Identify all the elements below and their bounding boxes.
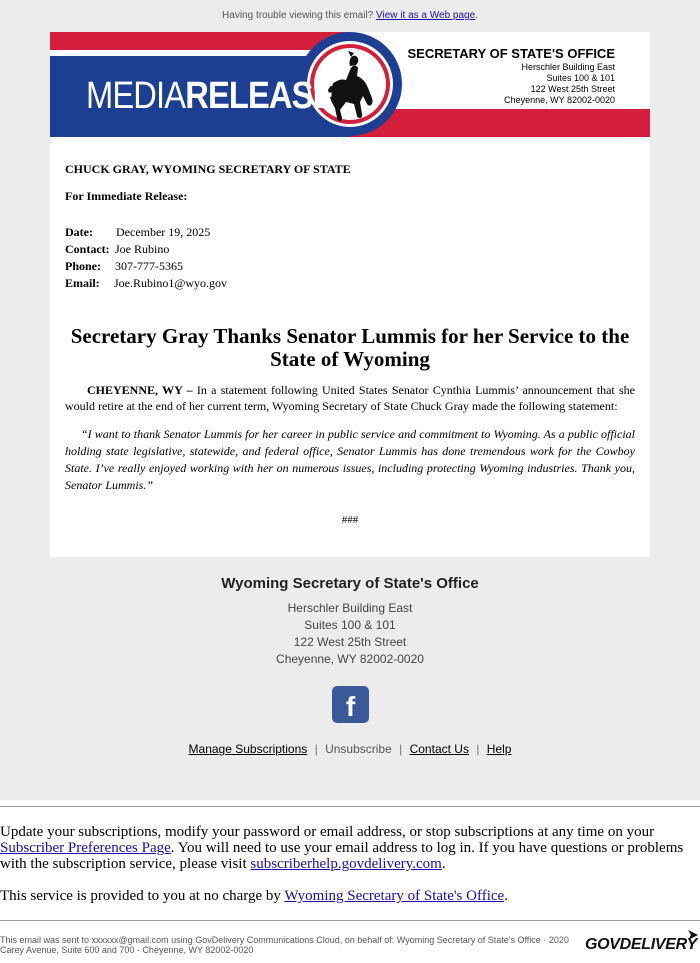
subscription-notice: Update your subscriptions, modify your password or email address, or stop subscriptions at any time on your Subscriber Preferences Page. You will need to use your email address to log in. If you have questions or problems with the subscription service, please visit subscriberhelp.govdelivery.com. [0,824,684,872]
subscriber-preferences-link[interactable]: Subscriber Preferences Page [0,840,171,856]
divider [0,806,700,807]
view-web-page-link[interactable]: View it as a Web page [376,10,476,21]
office-address-line: Cheyenne, WY 82002-0020 [504,95,615,105]
footer-address-line: Herschler Building East [287,601,413,615]
govdelivery-mark-icon [686,928,700,942]
small-footer-text: This email was sent to xxxxxx@gmail.com using GovDelivery Communications Cloud, on behalf of: Wyoming Secretary of State's Office · 2020 Carey Avenue, Suite 600 and 700 · Cheyenne, WY 82002-0020 [0,935,569,955]
email-value: Joe.Rubino1@wyo.gov [114,276,228,290]
preheader: Having trouble viewing this email? View it as a Web page. [222,10,478,21]
unsubscribe-link[interactable]: Unsubscribe [325,742,392,756]
facebook-icon[interactable]: f [332,686,369,723]
sender-org-link[interactable]: Wyoming Secretary of State's Office [284,888,505,904]
phone-value: 307-777-5365 [115,259,183,273]
media-release-card [50,32,650,557]
office-address-line: Herschler Building East [521,62,615,72]
footer-org-title: Wyoming Secretary of State's Office [221,575,479,592]
media-release-title: MEDIARELEASE [86,75,334,117]
help-link[interactable]: Help [486,742,512,756]
office-address-line: Suites 100 & 101 [546,73,615,83]
footer-address-line: 122 West 25th Street [293,635,407,649]
office-address-block [408,46,616,106]
office-address-line: 122 West 25th Street [530,84,615,94]
footer-organization [0,575,700,668]
immediate-release-label: For Immediate Release: [65,189,188,203]
phone-row: Phone: 307-777-5365 [65,259,183,273]
dateline: CHEYENNE, WY – [87,383,193,397]
release-quote: “I want to thank Senator Lummis for her career in public service and commitment to Wyoming. As a public official holding state legislative, statewide, and federal office, Senator Lummis has done tremendous work for the Cowboy State. I’ve really enjoyed working with her on numerous issues, including protecting Wyoming industries. Thank you, Senator Lummis.” [65,427,635,492]
release-header [65,162,635,292]
contact-row: Contact: Joe Rubino [65,242,170,256]
date-value: December 19, 2025 [116,225,211,239]
manage-subscriptions-link[interactable]: Manage Subscriptions [188,742,308,756]
contact-us-link[interactable]: Contact Us [409,742,469,756]
media-release-banner [50,32,650,137]
govdelivery-logo: GOVDELIVERY [585,936,697,953]
office-title: SECRETARY OF STATE'S OFFICE [407,46,615,61]
release-headline: Secretary Gray Thanks Senator Lummis for her Service to the State of Wyoming [70,324,630,371]
divider [0,920,700,921]
footer-address-line: Cheyenne, WY 82002-0020 [276,652,424,666]
charge-notice: This service is provided to you at no charge by Wyoming Secretary of State's Office. [0,888,508,904]
email-row: Email: Joe.Rubino1@wyo.gov [65,276,228,290]
end-mark: ### [341,514,359,526]
sender-name: CHUCK GRAY, WYOMING SECRETARY OF STATE [65,162,351,176]
preheader-text: Having trouble viewing this email? [222,10,374,21]
footer-address-line: Suites 100 & 101 [304,618,396,632]
contact-value: Joe Rubino [115,242,170,256]
footer-links: Manage Subscriptions | Unsubscribe | Contact Us | Help [188,742,512,756]
subscriber-help-link[interactable]: subscriberhelp.govdelivery.com [250,856,442,872]
contact-info [65,224,635,292]
date-row: Date: December 19, 2025 [65,225,211,239]
release-paragraph: CHEYENNE, WY – In a statement following United States Senator Cynthia Lummis’ announcement that she would retire at the end of her current term, Wyoming Secretary of State Chuck Gray made the following statement: [65,383,636,413]
